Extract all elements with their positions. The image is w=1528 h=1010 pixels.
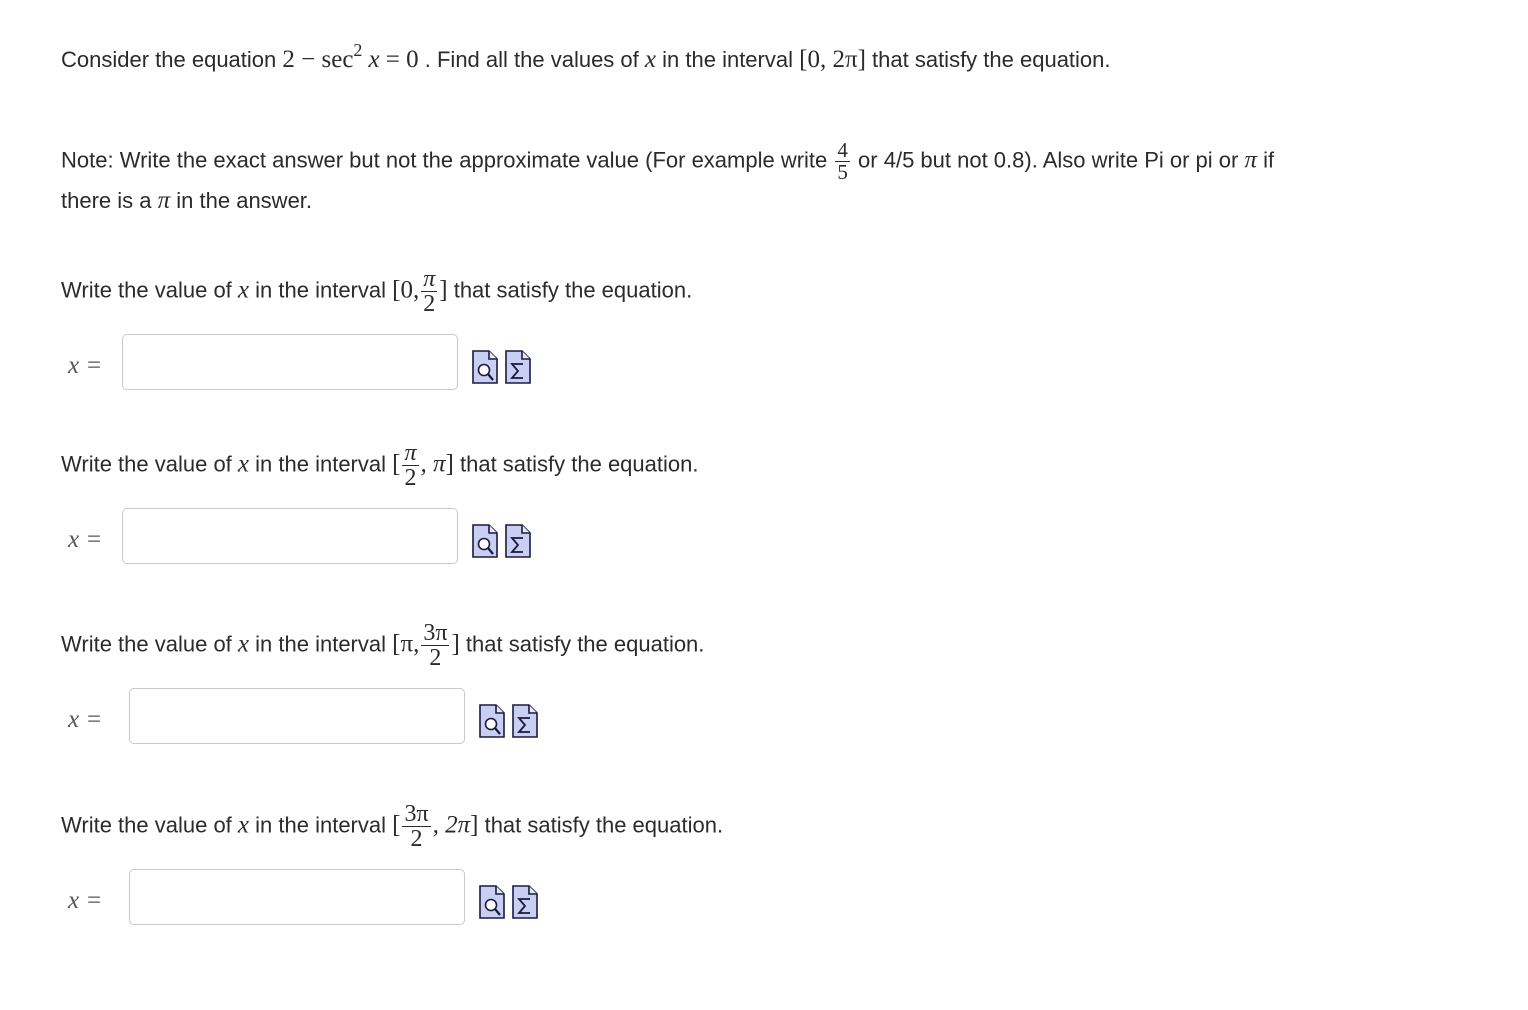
part-var: x	[237, 276, 250, 304]
frac-num: π	[404, 440, 417, 466]
part-tail: that satisfy the equation.	[453, 277, 693, 303]
part-in-interval: in the interval	[255, 812, 387, 838]
interval-close: ]	[445, 450, 454, 478]
equation-lhs: 2 − sec	[282, 46, 354, 73]
part-2-prompt	[61, 441, 698, 490]
part-in-interval: in the interval	[255, 631, 387, 657]
interval-fraction	[421, 621, 449, 670]
preview-icon[interactable]	[472, 350, 498, 384]
frac-num: π	[423, 266, 436, 292]
note-start: Note: Write the exact answer but not the approximate value (For example write	[61, 147, 828, 173]
equation-editor-icon[interactable]	[505, 524, 531, 558]
part-var: x	[237, 630, 250, 658]
note-line2-end: in the answer.	[176, 188, 313, 213]
answer-label-4: x =	[68, 887, 103, 914]
answer-input-1[interactable]	[122, 334, 458, 390]
frac-num: 3π	[423, 620, 448, 646]
preview-icon[interactable]	[479, 885, 505, 919]
interval-fraction	[421, 267, 437, 316]
part-prompt-text: Write the value of	[61, 631, 232, 657]
problem-interval: [0, 2π]	[799, 46, 866, 73]
interval-close: ]	[451, 630, 460, 658]
note-line2-pi: π	[157, 187, 171, 214]
preview-icon[interactable]	[472, 524, 498, 558]
problem-in-interval: in the interval	[662, 47, 793, 72]
problem-var: x	[644, 46, 657, 73]
interval-open: [0,	[392, 276, 420, 304]
part-tail: that satisfy the equation.	[459, 451, 699, 477]
interval-fraction	[402, 802, 430, 851]
note-fraction	[835, 140, 850, 183]
note-if: if	[1263, 147, 1275, 173]
interval-fraction	[402, 441, 418, 490]
part-var: x	[237, 450, 250, 478]
answer-label-2: x =	[68, 526, 103, 553]
answer-input-2[interactable]	[122, 508, 458, 564]
equation-var: x	[368, 46, 380, 73]
answer-label-3: x =	[68, 706, 103, 733]
note-pi: π	[1244, 146, 1257, 174]
equation-editor-icon[interactable]	[512, 885, 538, 919]
problem-statement	[61, 40, 1111, 75]
note-line-2	[61, 187, 312, 215]
equation-power: 2	[353, 40, 363, 60]
interval-mid: , π	[420, 450, 446, 478]
equation-editor-icon[interactable]	[505, 350, 531, 384]
part-4-prompt	[61, 802, 723, 851]
part-1-prompt	[61, 267, 692, 316]
interval-open: [	[392, 450, 401, 478]
frac-den: 2	[410, 826, 423, 852]
interval-close: ]	[439, 276, 448, 304]
note-line-1	[61, 140, 1274, 183]
frac-den: 2	[404, 465, 417, 491]
equation-editor-icon[interactable]	[512, 704, 538, 738]
interval-mid: , 2π	[432, 811, 471, 839]
answer-label-1: x =	[68, 352, 103, 379]
part-in-interval: in the interval	[255, 277, 387, 303]
note-line2-start: there is a	[61, 188, 152, 213]
frac-num: 3π	[404, 801, 429, 827]
part-prompt-text: Write the value of	[61, 812, 232, 838]
frac-den: 2	[429, 645, 442, 671]
frac-den: 2	[423, 291, 436, 317]
part-tail: that satisfy the equation.	[484, 812, 724, 838]
part-prompt-text: Write the value of	[61, 451, 232, 477]
problem-after-eq: . Find all the values of	[424, 47, 639, 72]
interval-close: ]	[470, 811, 479, 839]
interval-open: [	[392, 811, 401, 839]
note-frac-den: 5	[837, 160, 848, 184]
note-frac-num: 4	[837, 138, 848, 162]
preview-icon[interactable]	[479, 704, 505, 738]
equation-rhs: = 0	[385, 46, 419, 73]
part-3-prompt	[61, 621, 704, 670]
part-in-interval: in the interval	[255, 451, 387, 477]
part-var: x	[237, 811, 250, 839]
answer-input-3[interactable]	[129, 688, 465, 744]
interval-open: [π,	[392, 630, 420, 658]
part-prompt-text: Write the value of	[61, 277, 232, 303]
part-tail: that satisfy the equation.	[465, 631, 705, 657]
problem-tail: that satisfy the equation.	[872, 47, 1111, 72]
note-end: or 4/5 but not 0.8). Also write Pi or pi or	[858, 147, 1239, 173]
answer-input-4[interactable]	[129, 869, 465, 925]
problem-intro: Consider the equation	[61, 47, 277, 72]
